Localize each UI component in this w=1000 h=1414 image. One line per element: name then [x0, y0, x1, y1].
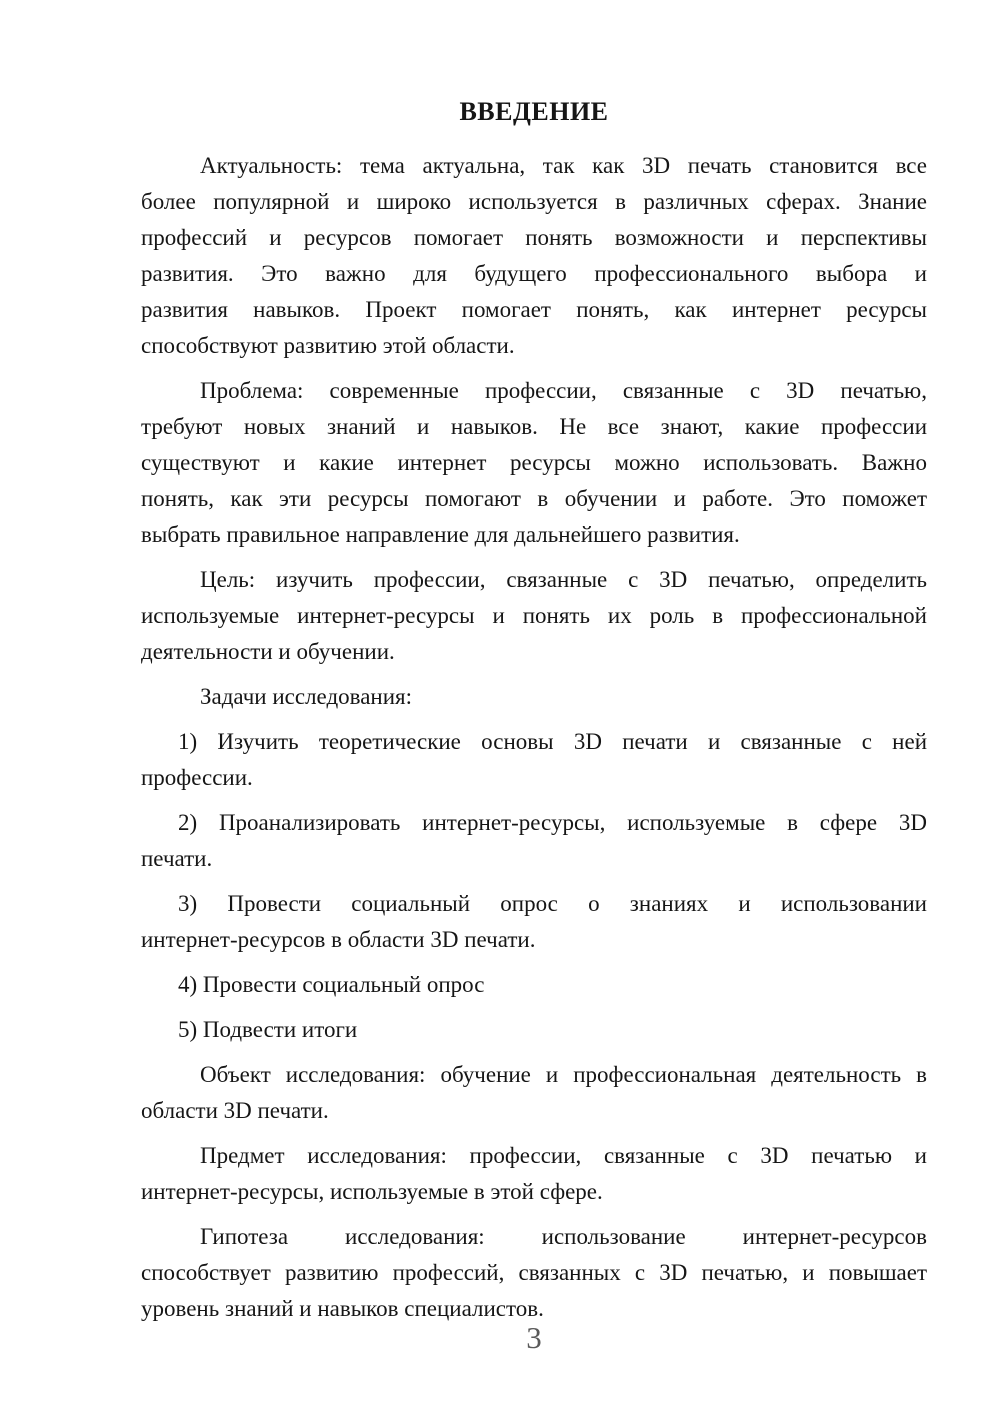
text-line: более популярной и широко используется в различных сферах. Знание	[141, 189, 927, 214]
text-line: способствует развитию профессий, связанных с 3D печатью, и повышает	[141, 1260, 927, 1285]
list-item	[141, 1012, 927, 1048]
text-line: профессий и ресурсов помогает понять возможности и перспективы	[141, 225, 927, 250]
text-line: используемые интернет-ресурсы и понять их роль в профессиональной	[141, 603, 927, 628]
text-line: области 3D печати.	[141, 1098, 329, 1123]
list-item	[141, 967, 927, 1003]
text-line: существуют и какие интернет ресурсы можно использовать. Важно	[141, 450, 927, 475]
text-line: 4) Провести социальный опрос	[178, 972, 485, 997]
body-paragraph	[141, 373, 927, 553]
text-line: деятельности и обучении.	[141, 639, 395, 664]
page-number: 3	[526, 1320, 542, 1355]
list-item	[141, 886, 927, 958]
text-line: интернет-ресурсы, используемые в этой сфере.	[141, 1179, 603, 1204]
text-line: 2) Проанализировать интернет-ресурсы, используемые в сфере 3D	[178, 810, 927, 835]
text-line: развития. Это важно для будущего профессионального выбора и	[141, 261, 927, 286]
text-line: способствуют развитию этой области.	[141, 333, 515, 358]
document-body	[141, 148, 927, 1327]
text-line: Предмет исследования: профессии, связанные с 3D печатью и	[200, 1143, 927, 1168]
text-line: Актуальность: тема актуальна, так как 3D печать становится все	[200, 153, 927, 178]
text-line: 3) Провести социальный опрос о знаниях и использовании	[178, 891, 927, 916]
text-line: понять, как эти ресурсы помогают в обучении и работе. Это поможет	[141, 486, 927, 511]
text-line: интернет-ресурсов в области 3D печати.	[141, 927, 536, 952]
text-line: Проблема: современные профессии, связанные с 3D печатью,	[200, 378, 927, 403]
text-line: уровень знаний и навыков специалистов.	[141, 1296, 544, 1321]
body-paragraph	[141, 1138, 927, 1210]
text-line: Задачи исследования:	[200, 684, 413, 709]
list-item	[141, 724, 927, 796]
text-line: профессии.	[141, 765, 253, 790]
list-item	[141, 805, 927, 877]
body-paragraph	[141, 1057, 927, 1129]
text-line: развития навыков. Проект помогает понять, как интернет ресурсы	[141, 297, 927, 322]
body-paragraph	[141, 679, 927, 715]
text-line: 5) Подвести итоги	[178, 1017, 358, 1042]
text-line: печати.	[141, 846, 213, 871]
text-line: выбрать правильное направление для дальнейшего развития.	[141, 522, 740, 547]
text-line: Цель: изучить профессии, связанные с 3D печатью, определить	[200, 567, 927, 592]
page-title: ВВЕДЕНИЕ	[459, 97, 609, 126]
body-paragraph	[141, 562, 927, 670]
body-paragraph	[141, 1219, 927, 1327]
text-line: требуют новых знаний и навыков. Не все знают, какие профессии	[141, 414, 927, 439]
text-line: 1) Изучить теоретические основы 3D печати и связанные с ней	[178, 729, 927, 754]
body-paragraph	[141, 148, 927, 364]
text-line: Гипотеза исследования: использование интернет-ресурсов	[200, 1224, 927, 1249]
text-line: Объект исследования: обучение и профессиональная деятельность в	[200, 1062, 927, 1087]
